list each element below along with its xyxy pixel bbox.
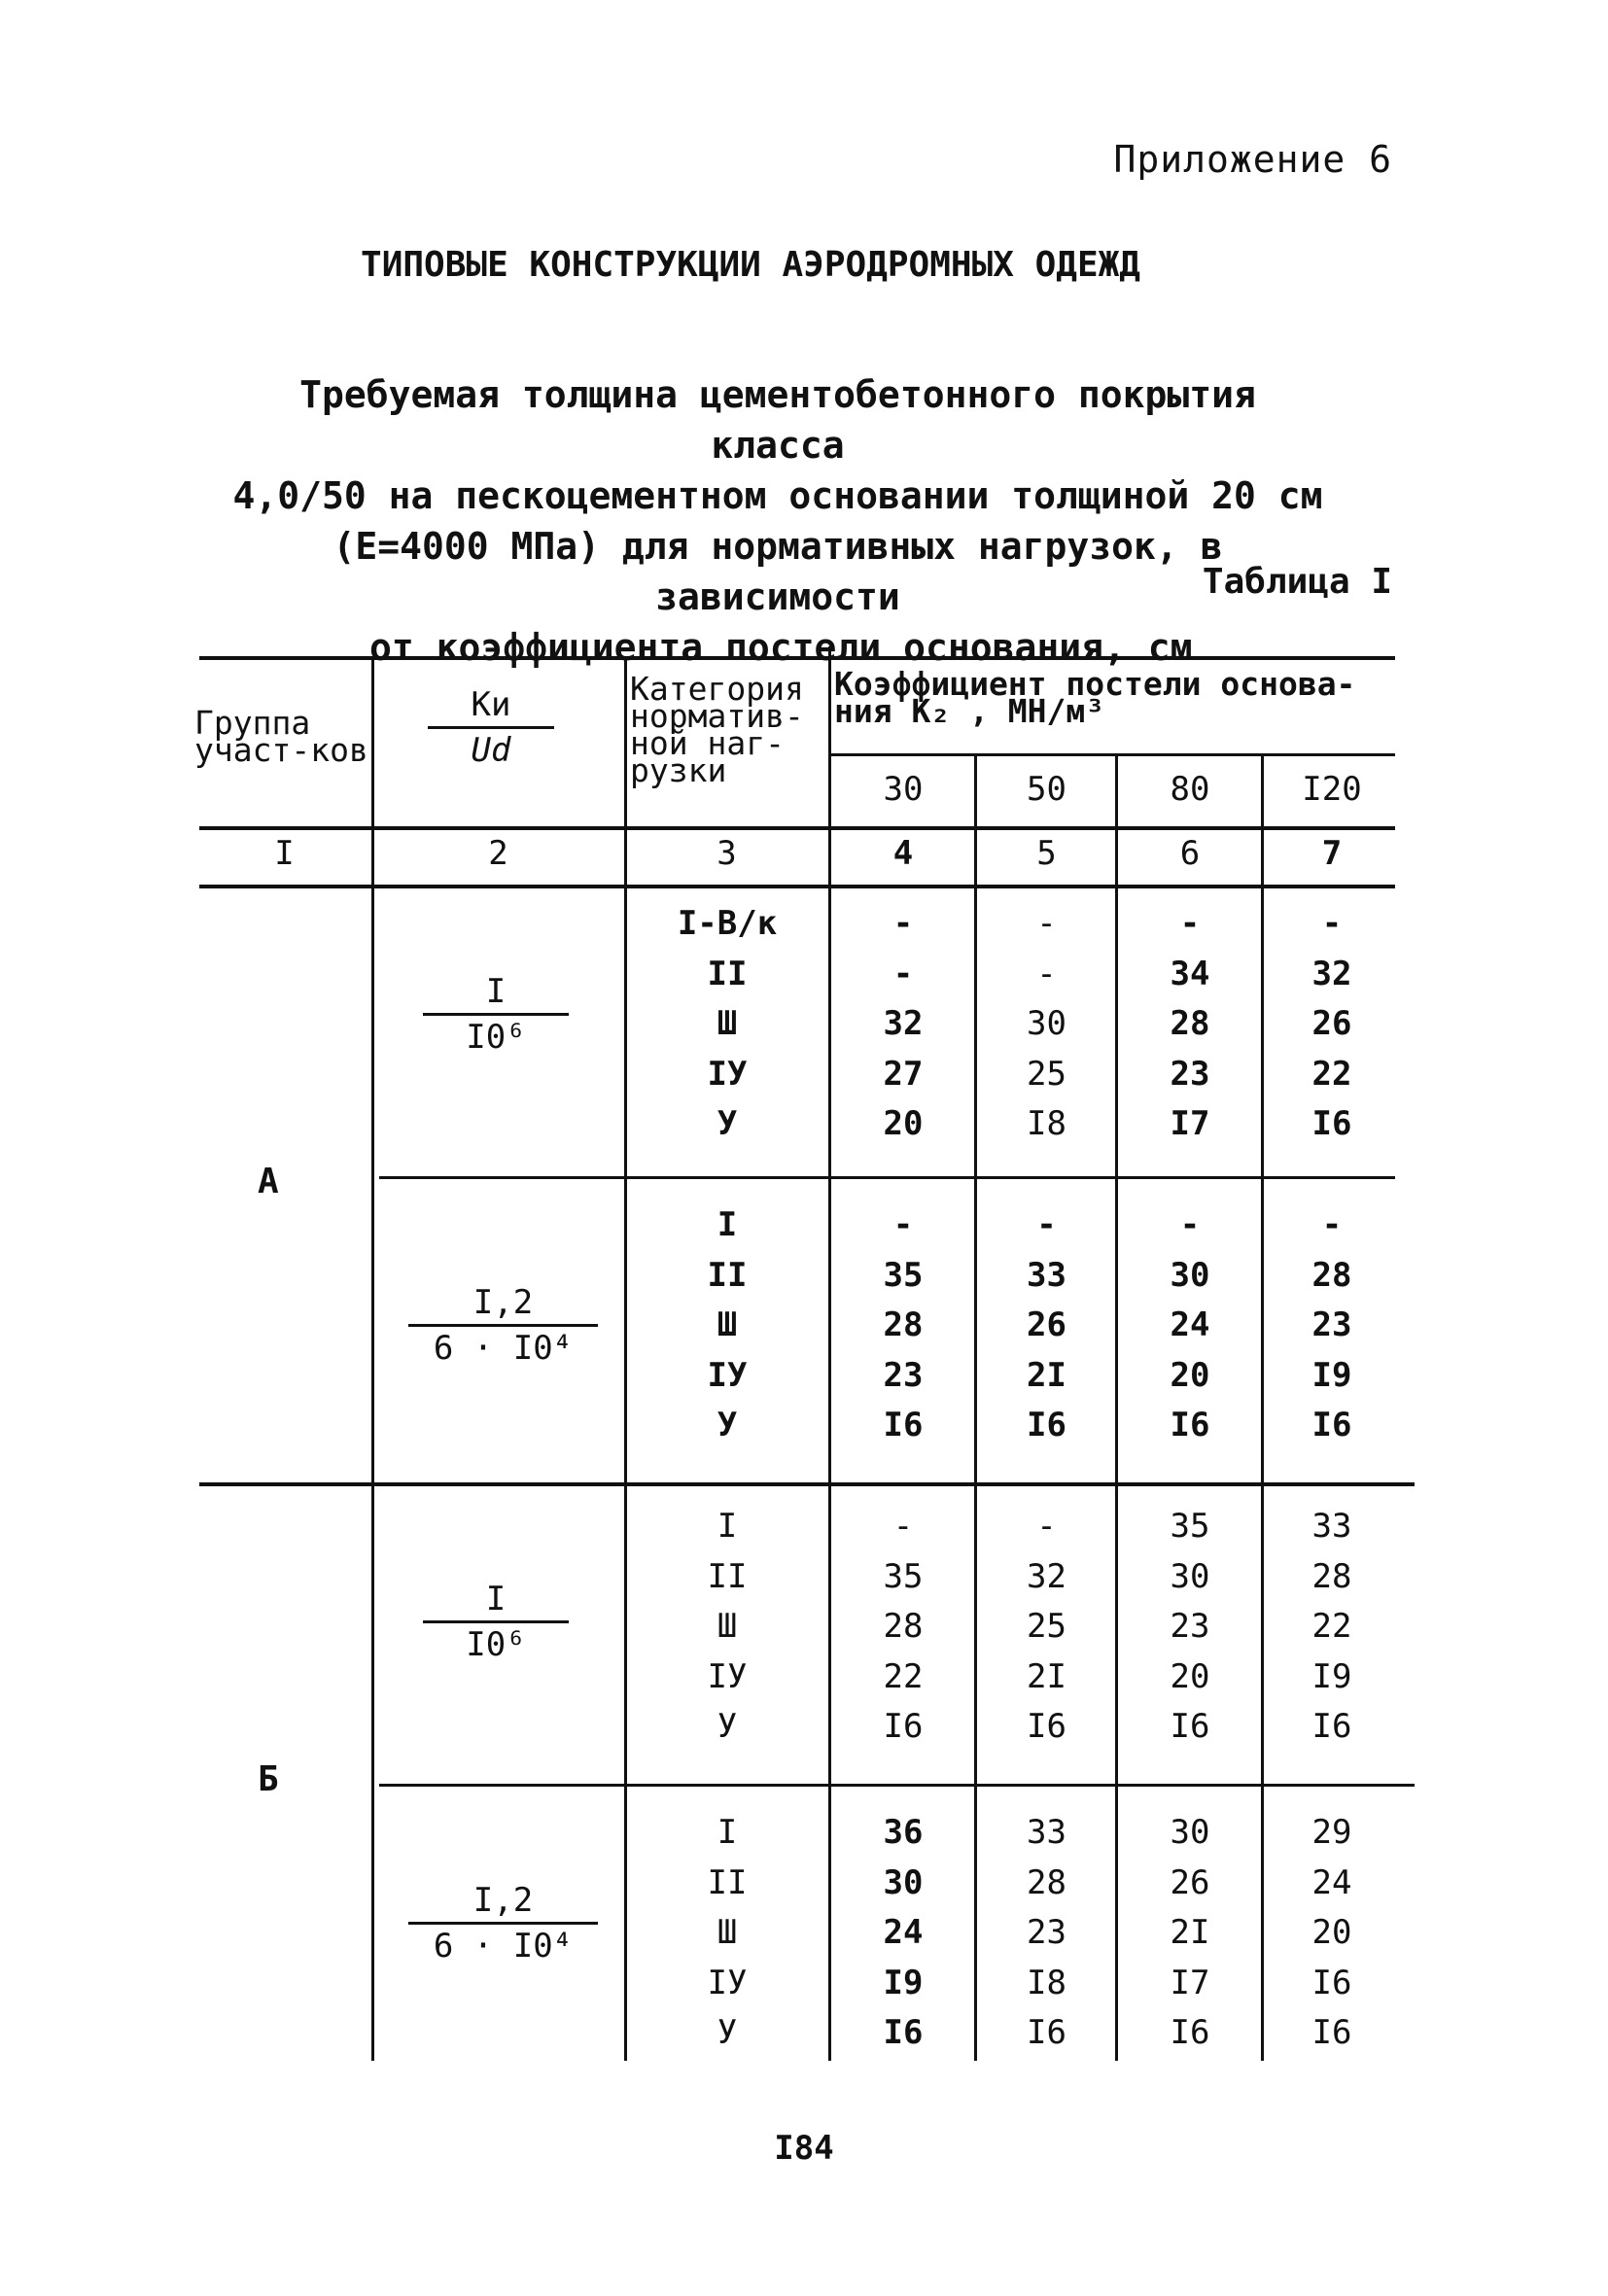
value-cell: 24 (1170, 1305, 1210, 1344)
value-cell: 2I (1027, 1656, 1066, 1696)
ratio-fraction (408, 1283, 598, 1368)
header-ratio (428, 685, 554, 770)
value-column-k50 (977, 1200, 1116, 1451)
value-cell: 30 (1027, 1004, 1066, 1043)
value-cell: I6 (1027, 1707, 1066, 1746)
page-number: I84 (774, 2129, 834, 2168)
table-caption (224, 369, 1332, 673)
value-cell: 22 (1311, 1607, 1352, 1646)
category-cell: У (717, 1104, 738, 1143)
value-cell: 2I (1027, 1355, 1066, 1395)
value-cell: I6 (1311, 1963, 1352, 2002)
value-cell: 22 (1311, 1054, 1352, 1094)
caption-line: (Е=4000 МПа) для нормативных нагрузок, в зависимости (332, 525, 1223, 618)
value-column-k50 (977, 1808, 1116, 2059)
value-cell: 2I (1170, 1913, 1210, 1952)
value-column-k80 (1118, 1808, 1262, 2059)
value-cell: - (1179, 1205, 1201, 1244)
value-cell: 32 (1311, 954, 1352, 993)
value-cell: I6 (883, 1406, 924, 1444)
subheader-rule (831, 753, 1395, 756)
table-top-rule (199, 656, 1395, 660)
category-cell: IУ (707, 1355, 748, 1395)
value-cell: I6 (1311, 2013, 1352, 2052)
value-cell: I6 (1027, 2013, 1066, 2052)
header-k120: I20 (1302, 770, 1362, 809)
value-column-k30 (831, 1808, 975, 2059)
value-column-k120 (1264, 1502, 1400, 1753)
value-cell: 23 (1311, 1305, 1352, 1344)
ratio-fraction (423, 972, 569, 1057)
category-cell: I (717, 1205, 738, 1244)
ratio-denominator: 6 · I0⁴ (433, 1329, 574, 1368)
value-column-k30 (831, 1200, 975, 1451)
category-cell: У (717, 2013, 738, 2052)
value-cell: 30 (883, 1862, 924, 1902)
value-cell: 24 (883, 1913, 924, 1952)
value-cell: 29 (1311, 1813, 1352, 1852)
value-cell: 20 (1311, 1913, 1352, 1952)
value-cell: I6 (1170, 1406, 1210, 1444)
value-cell: I6 (1311, 1406, 1352, 1444)
value-cell: 35 (883, 1556, 924, 1596)
value-cell: 30 (1170, 1813, 1210, 1852)
ratio-denominator: I0⁶ (466, 1625, 526, 1664)
value-cell: 36 (883, 1813, 924, 1852)
column-number: 5 (1036, 834, 1057, 873)
value-cell: 23 (883, 1355, 924, 1395)
category-cell: II (707, 954, 748, 993)
value-cell: I6 (1170, 1707, 1210, 1746)
value-cell: 32 (1027, 1556, 1066, 1596)
value-cell: 22 (883, 1656, 924, 1696)
block-rule (379, 1784, 1415, 1787)
value-cell: 25 (1027, 1607, 1066, 1646)
page-title: ТИПОВЫЕ КОНСТРУКЦИИ АЭРОДРОМНЫХ ОДЕЖД (361, 245, 1140, 285)
header-k30: 30 (883, 770, 924, 809)
ratio-numerator: I,2 (408, 1881, 598, 1925)
column-number: 2 (488, 834, 508, 873)
value-cell: 23 (1027, 1913, 1066, 1952)
category-cell: IУ (707, 1963, 748, 2002)
value-column-k80 (1118, 1502, 1262, 1753)
ratio-fraction (408, 1881, 598, 1966)
value-cell: I9 (883, 1963, 924, 2002)
category-cell: I (717, 1507, 738, 1546)
value-cell: - (1321, 1205, 1343, 1244)
column-number: 7 (1321, 834, 1343, 873)
value-cell: - (892, 1205, 914, 1244)
category-cell: Ш (717, 1004, 738, 1043)
category-cell: У (717, 1406, 738, 1444)
category-cell: IУ (707, 1656, 748, 1696)
value-cell: - (892, 1507, 914, 1546)
value-column-k80 (1118, 899, 1262, 1150)
value-cell: 26 (1027, 1305, 1066, 1344)
category-list (630, 1502, 824, 1753)
group-label: А (258, 1162, 279, 1201)
value-cell: 33 (1027, 1813, 1066, 1852)
header-k80: 80 (1170, 770, 1210, 809)
ratio-fraction (423, 1580, 569, 1664)
value-cell: 28 (1027, 1862, 1066, 1902)
category-cell: У (717, 1707, 738, 1746)
header-coefficient: Коэффициент постели основа-ния K₂ , МН/м³ (834, 665, 1356, 730)
value-cell: I6 (1027, 1406, 1066, 1444)
caption-line: от коэффициента постели основания, см (369, 626, 1193, 669)
value-cell: I6 (1170, 2013, 1210, 2052)
value-cell: 28 (1311, 1556, 1352, 1596)
ratio-numerator: I (423, 972, 569, 1016)
category-cell: II (707, 1255, 748, 1295)
column-number: 6 (1179, 834, 1201, 873)
category-cell: Ш (717, 1607, 738, 1646)
value-cell: 30 (1170, 1255, 1210, 1295)
category-cell: Ш (717, 1913, 738, 1952)
value-cell: 24 (1311, 1862, 1352, 1902)
value-column-k80 (1118, 1200, 1262, 1451)
value-cell: - (1036, 1507, 1057, 1546)
value-cell: 20 (1170, 1656, 1210, 1696)
table-label: Таблица I (1202, 562, 1392, 602)
value-cell: I9 (1311, 1355, 1352, 1395)
caption-line: 4,0/50 на пескоцементном основании толщиной 20 см (232, 474, 1323, 517)
value-cell: 26 (1311, 1004, 1352, 1043)
value-cell: 33 (1311, 1507, 1352, 1546)
value-cell: I6 (1311, 1707, 1352, 1746)
appendix-label: Приложение 6 (1113, 138, 1392, 181)
header-bottom-rule (199, 826, 1395, 830)
value-cell: 28 (1170, 1004, 1210, 1043)
category-cell: Ш (717, 1305, 738, 1344)
column-number: 3 (717, 834, 737, 873)
header-category: Категория норматив-ной наг-рузки (630, 670, 804, 789)
value-cell: 28 (1311, 1255, 1352, 1295)
category-list (630, 1808, 824, 2059)
value-cell: I7 (1170, 1963, 1210, 2002)
value-cell: 33 (1027, 1255, 1066, 1295)
category-cell: I (717, 1813, 738, 1852)
category-cell: IУ (707, 1054, 748, 1094)
caption-line: Требуемая толщина цементобетонного покрытия класса (299, 373, 1256, 467)
value-cell: - (892, 904, 914, 943)
value-column-k30 (831, 1502, 975, 1753)
group-label: Б (258, 1759, 279, 1799)
category-cell: I-В/к (677, 904, 778, 943)
value-cell: - (1036, 954, 1057, 993)
category-cell: II (707, 1862, 748, 1902)
group-rule (199, 1482, 1415, 1486)
value-column-k30 (831, 899, 975, 1150)
ratio-numerator: Kи (428, 685, 554, 729)
value-cell: 20 (883, 1104, 924, 1143)
category-cell: II (707, 1556, 748, 1596)
value-cell: 23 (1170, 1607, 1210, 1646)
value-cell: I6 (883, 1707, 924, 1746)
value-column-k120 (1264, 899, 1400, 1150)
header-group: Группа участ-ков (194, 704, 368, 769)
value-cell: - (892, 954, 914, 993)
ratio-numerator: I,2 (408, 1283, 598, 1327)
header-k50: 50 (1027, 770, 1066, 809)
value-cell: I7 (1170, 1104, 1210, 1143)
value-cell: I8 (1027, 1963, 1066, 2002)
value-column-k120 (1264, 1200, 1400, 1451)
value-cell: I9 (1311, 1656, 1352, 1696)
block-rule (379, 1176, 1395, 1179)
value-cell: - (1036, 904, 1057, 943)
value-cell: I6 (1311, 1104, 1352, 1143)
value-cell: I8 (1027, 1104, 1066, 1143)
value-cell: 25 (1027, 1054, 1066, 1094)
value-cell: - (1036, 1205, 1057, 1244)
value-cell: 28 (883, 1305, 924, 1344)
value-cell: - (1179, 904, 1201, 943)
category-list (630, 1200, 824, 1451)
ratio-numerator: I (423, 1580, 569, 1623)
value-column-k50 (977, 1502, 1116, 1753)
column-number-rule (199, 885, 1395, 888)
value-cell: 30 (1170, 1556, 1210, 1596)
value-cell: 26 (1170, 1862, 1210, 1902)
value-cell: 34 (1170, 954, 1210, 993)
value-cell: I6 (883, 2013, 924, 2052)
category-list (630, 899, 824, 1150)
ratio-denominator: 6 · I0⁴ (433, 1927, 574, 1966)
value-cell: 35 (1170, 1507, 1210, 1546)
value-cell: 20 (1170, 1355, 1210, 1395)
value-cell: 28 (883, 1607, 924, 1646)
column-number: I (274, 834, 295, 873)
ratio-denominator: Ud (471, 731, 511, 770)
value-cell: 32 (883, 1004, 924, 1043)
value-column-k50 (977, 899, 1116, 1150)
value-column-k120 (1264, 1808, 1400, 2059)
ratio-denominator: I0⁶ (466, 1018, 526, 1057)
value-cell: 23 (1170, 1054, 1210, 1094)
column-number: 4 (892, 834, 914, 873)
value-cell: - (1321, 904, 1343, 943)
value-cell: 27 (883, 1054, 924, 1094)
value-cell: 35 (883, 1255, 924, 1295)
